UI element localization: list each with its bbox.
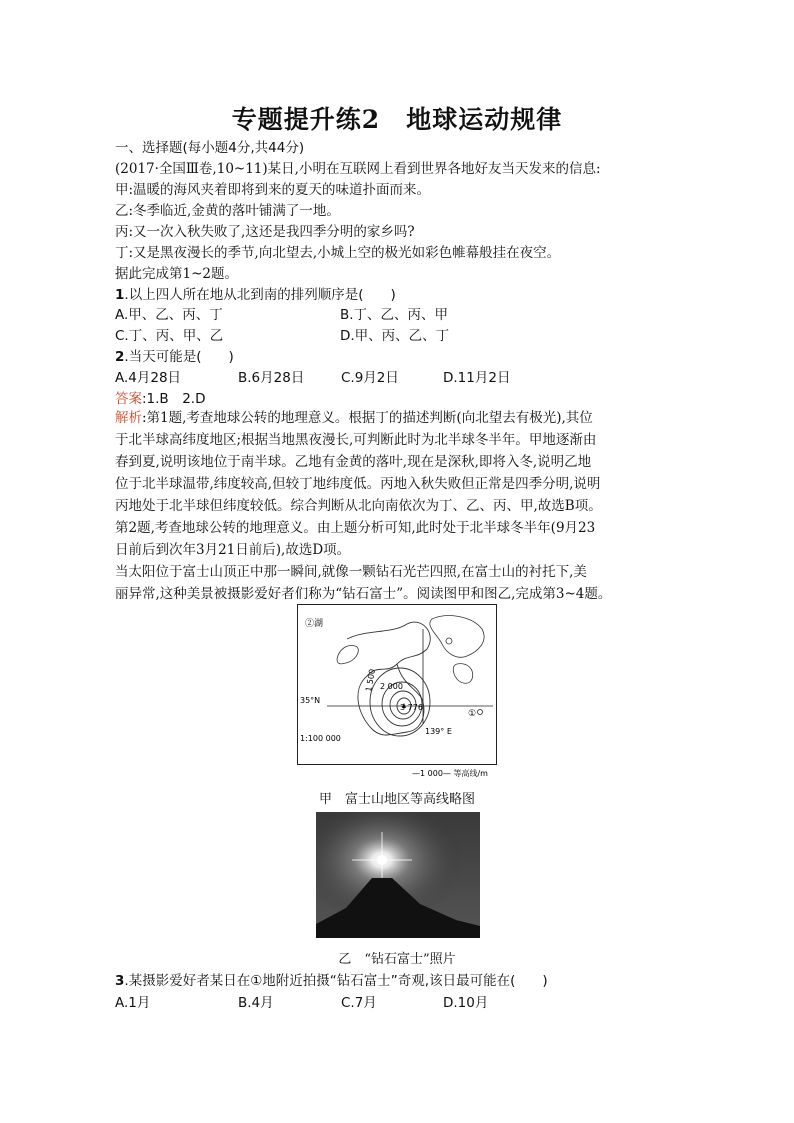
answer-label: 答案 <box>115 391 142 407</box>
intro-line: 丙:又一次入秋失败了,这还是我四季分明的家乡吗? <box>115 224 415 240</box>
map-lake-label: ②湖 <box>305 619 324 629</box>
option-c: C.7月 <box>341 995 377 1011</box>
intro-line: 乙:冬季临近,金黄的落叶铺满了一地。 <box>115 203 340 219</box>
diamond-fuji-photo <box>316 812 480 938</box>
passage-line: 当太阳位于富士山顶正中那一瞬间,就像一颗钻石光芒四照,在富士山的衬托下,美 <box>115 564 587 580</box>
answer-text: :1.B 2.D <box>142 391 206 407</box>
analysis-line: 春到夏,说明该地位于南半球。乙地有金黄的落叶,现在是深秋,即将入冬,说明乙地 <box>115 454 592 470</box>
analysis-line: 于北半球高纬度地区;根据当地黑夜漫长,可判断此时为北半球冬半年。甲地逐渐由 <box>115 432 597 448</box>
analysis-line: 第2题,考查地球公转的地理意义。由上题分析可知,此时处于北半球冬半年(9月23 <box>115 520 596 536</box>
analysis-line: 日前后到次年3月21日前后),故选D项。 <box>115 542 351 558</box>
contour-map-figure <box>297 604 497 780</box>
map-lon-label: 139° E <box>425 727 452 736</box>
map-scale-label: 1:100 000 <box>300 734 341 743</box>
map-point-label: ① <box>468 709 477 719</box>
option-d: D.11月2日 <box>443 370 511 386</box>
analysis-line: 位于北半球温带,纬度较高,但较丁地纬度低。丙地入秋失败但正常是四季分明,说明 <box>115 476 601 492</box>
option-b: B.4月 <box>238 995 274 1011</box>
question-stem: .以上四人所在地从北到南的排列顺序是( ) <box>124 287 396 303</box>
question-stem: .某摄影爱好者某日在①地附近拍摄“钻石富士”奇观,该日最可能在( ) <box>124 973 548 989</box>
analysis-text: :第1题,考查地球公转的地理意义。根据丁的描述判断(向北望去有极光),其位 <box>142 410 593 426</box>
question-number: 2 <box>115 349 125 365</box>
question-number: 3 <box>115 973 125 989</box>
option-b: B.丁、乙、丙、甲 <box>340 307 449 323</box>
option-a: A.甲、乙、丙、丁 <box>115 307 223 323</box>
option-c: C.9月2日 <box>341 370 399 386</box>
intro-line: 丁:又是黑夜漫长的季节,向北望去,小城上空的极光如彩色帷幕般挂在夜空。 <box>115 245 561 261</box>
figure-a-caption: 甲 富士山地区等高线略图 <box>318 792 475 807</box>
option-c: C.丁、丙、甲、乙 <box>115 328 224 344</box>
option-a: A.1月 <box>115 995 151 1011</box>
intro-line: (2017·全国Ⅲ卷,10~11)某日,小明在互联网上看到世界各地好友当天发来的信息: <box>115 161 601 177</box>
map-peak-label: 3 776 <box>400 703 423 712</box>
answer-line <box>115 389 205 409</box>
question-1 <box>115 285 396 305</box>
intro-line: 甲:温暖的海风夹着即将到来的夏天的味道扑面而来。 <box>115 182 431 198</box>
option-a: A.4月28日 <box>115 370 182 386</box>
analysis-line <box>115 408 593 428</box>
map-contour-label: 1 500 <box>364 668 377 693</box>
map-lat-label: 35°N <box>300 696 321 705</box>
question-stem: .当天可能是( ) <box>124 349 234 365</box>
question-3 <box>115 971 548 991</box>
option-b: B.6月28日 <box>238 370 305 386</box>
map-contour-label: 2 000 <box>380 682 403 691</box>
question-2 <box>115 347 234 367</box>
question-number: 1 <box>115 287 125 303</box>
option-d: D.10月 <box>443 995 489 1011</box>
passage-line: 丽异常,这种美景被摄影爱好者们称为“钻石富士”。阅读图甲和图乙,完成第3~4题。 <box>115 586 612 602</box>
page-title: 专题提升练2 地球运动规律 <box>231 105 563 134</box>
analysis-label: 解析 <box>115 410 142 426</box>
option-d: D.甲、丙、乙、丁 <box>340 328 450 344</box>
analysis-line: 丙地处于北半球但纬度较低。综合判断从北向南依次为丁、乙、丙、甲,故选B项。 <box>115 498 602 514</box>
map-legend: —1 000— 等高线/m <box>412 769 488 778</box>
section-heading: 一、选择题(每小题4分,共44分) <box>115 140 305 156</box>
figure-b-caption: 乙 “钻石富士”照片 <box>338 952 456 967</box>
intro-line: 据此完成第1~2题。 <box>115 266 238 282</box>
